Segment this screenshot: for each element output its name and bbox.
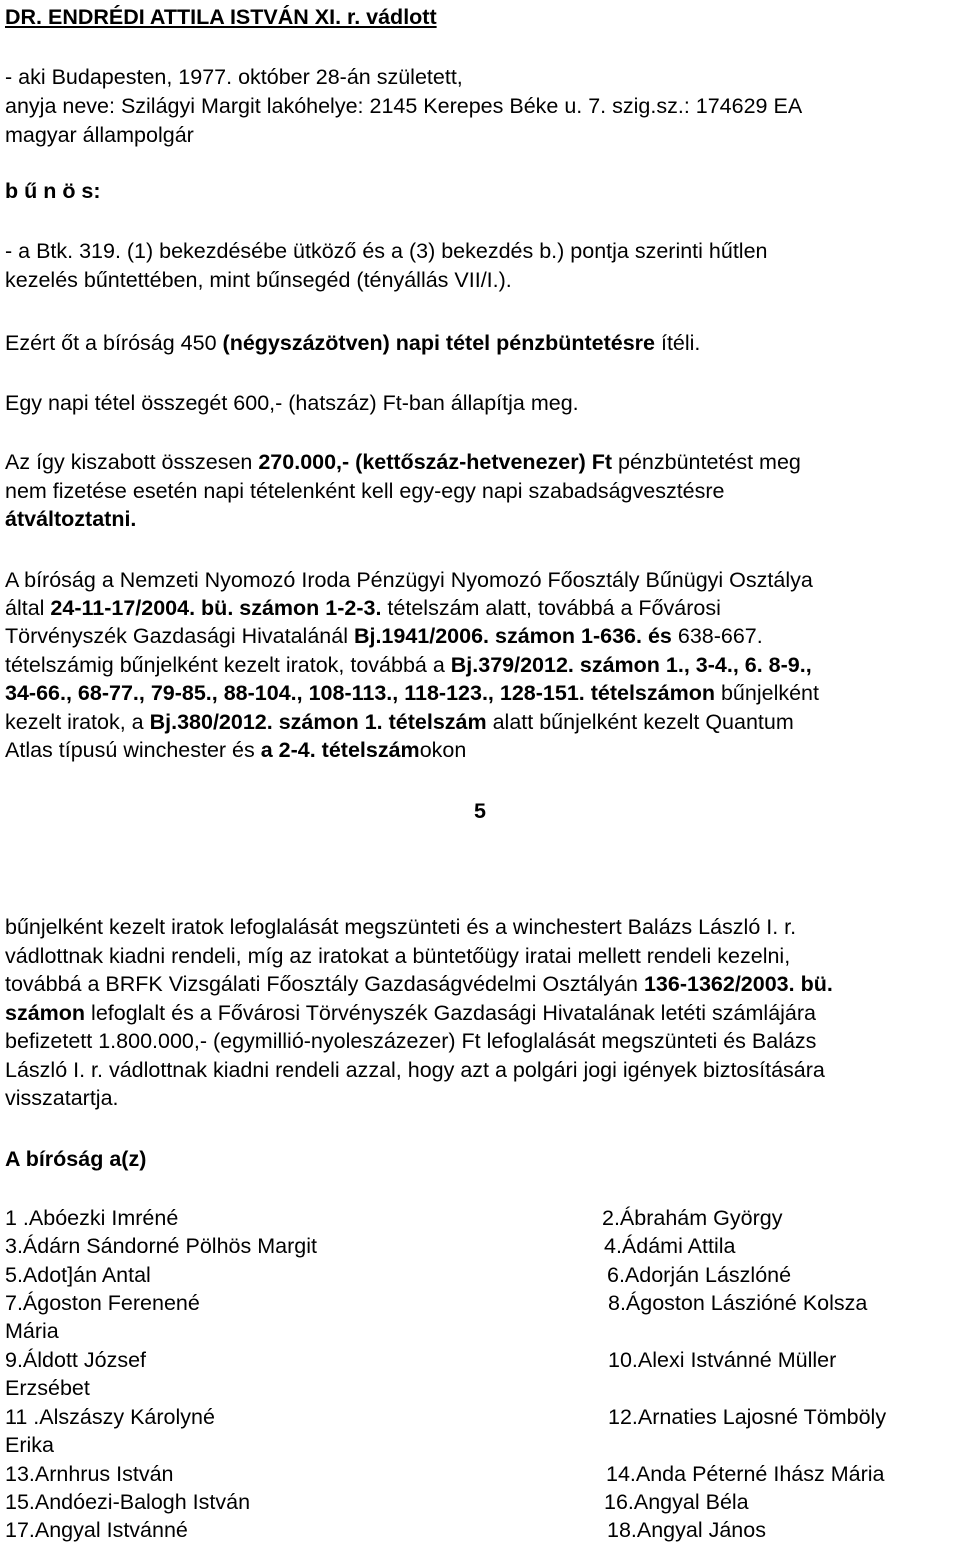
- continuation-line-1: bűnjelként kezelt iratok lefoglalását megszünteti és a winchestert Balázs László I. r.: [5, 915, 797, 939]
- name-left: 15.Andóezi-Balogh István: [5, 1490, 251, 1514]
- name-left: 7.Ágoston Ferenené: [5, 1291, 200, 1315]
- total-line-1: Az így kiszabott összesen 270.000,- (kettőszáz-hetvenezer) Ft pénzbüntetést meg: [5, 450, 801, 474]
- name-right: 10.Alexi Istvánné Müller: [608, 1348, 837, 1372]
- name-left: Mária: [5, 1319, 59, 1343]
- name-right: 18.Angyal János: [607, 1518, 766, 1542]
- evidence-line-4: tételszámig bűnjelként kezelt iratok, továbbá a Bj.379/2012. számon 1., 3-4., 6. 8-9.,: [5, 653, 812, 677]
- name-left: 1 .Abóezki Imréné: [5, 1206, 179, 1230]
- court-heading: A bíróság a(z): [5, 1147, 147, 1171]
- name-left: Erika: [5, 1433, 54, 1457]
- total-line-2: nem fizetése esetén napi tételenként kell egy-egy napi szabadságvesztésre: [5, 479, 725, 503]
- evidence-line-7: Atlas típusú winchester és a 2-4. tételszámokon: [5, 738, 467, 762]
- name-right: 4.Ádámi Attila: [604, 1234, 736, 1258]
- personal-line-2: anyja neve: Szilágyi Margit lakóhelye: 2145 Kerepes Béke u. 7. szig.sz.: 174629 EA: [5, 94, 803, 118]
- name-left: 17.Angyal Istvánné: [5, 1518, 188, 1542]
- continuation-line-4: számon lefoglalt és a Fővárosi Törvényszék Gazdasági Hivatalának letéti számlájára: [5, 1001, 817, 1025]
- guilty-heading: b ű n ö s:: [5, 179, 101, 203]
- continuation-line-6: László I. r. vádlottnak kiadni rendeli azzal, hogy azt a polgári jogi igények biztosítására: [5, 1058, 825, 1082]
- name-right: 2.Ábrahám György: [602, 1206, 783, 1230]
- evidence-line-1: A bíróság a Nemzeti Nyomozó Iroda Pénzügyi Nyomozó Főosztály Bűnügyi Osztálya: [5, 568, 813, 592]
- name-left: 11 .Alszászy Károlyné: [5, 1405, 215, 1429]
- total-line-3: átváltoztatni.: [5, 507, 137, 531]
- name-left: 13.Arnhrus István: [5, 1462, 174, 1486]
- evidence-line-5: 34-66., 68-77., 79-85., 88-104., 108-113., 118-123., 128-151. tételszámon bűnjelként: [5, 681, 819, 705]
- defendant-title: DR. ENDRÉDI ATTILA ISTVÁN XI. r. vádlott: [5, 5, 437, 29]
- personal-line-1: - aki Budapesten, 1977. október 28-án született,: [5, 65, 463, 89]
- evidence-line-6: kezelt iratok, a Bj.380/2012. számon 1. tételszám alatt bűnjelként kezelt Quantum: [5, 710, 794, 734]
- name-right: 14.Anda Péterné Ihász Mária: [606, 1462, 885, 1486]
- evidence-line-3: Törvényszék Gazdasági Hivatalánál Bj.1941/2006. számon 1-636. és 638-667.: [5, 624, 763, 648]
- name-right: 8.Ágoston Lászióné Kolsza: [608, 1291, 868, 1315]
- evidence-line-2: által 24-11-17/2004. bü. számon 1-2-3. tételszám alatt, továbbá a Fővárosi: [5, 596, 721, 620]
- personal-line-3: magyar állampolgár: [5, 123, 194, 147]
- name-right: 12.Arnaties Lajosné Tömböly: [608, 1405, 887, 1429]
- crime-line-1: - a Btk. 319. (1) bekezdésébe ütköző és a (3) bekezdés b.) pontja szerinti hűtlen: [5, 239, 768, 263]
- continuation-line-7: visszatartja.: [5, 1086, 119, 1110]
- name-left: 5.Adot]án Antal: [5, 1263, 151, 1287]
- name-right: 16.Angyal Béla: [604, 1490, 749, 1514]
- continuation-line-3: továbbá a BRFK Vizsgálati Főosztály Gazdaságvédelmi Osztályán 136-1362/2003. bü.: [5, 972, 833, 996]
- name-right: 6.Adorján Lászlóné: [607, 1263, 792, 1287]
- sentence-line: Ezért őt a bíróság 450 (négyszázötven) napi tétel pénzbüntetésre ítéli.: [5, 331, 701, 355]
- page-number: 5: [474, 799, 486, 823]
- continuation-line-5: befizetett 1.800.000,- (egymillió-nyoleszázezer) Ft lefoglalását megszünteti és Balázs: [5, 1029, 817, 1053]
- name-left: 9.Áldott József: [5, 1348, 147, 1372]
- crime-line-2: kezelés bűntettében, mint bűnsegéd (tényállás VII/I.).: [5, 268, 512, 292]
- name-left: Erzsébet: [5, 1376, 90, 1400]
- daily-amount-line: Egy napi tétel összegét 600,- (hatszáz) Ft-ban állapítja meg.: [5, 391, 579, 415]
- continuation-line-2: vádlottnak kiadni rendeli, míg az iratokat a büntetőügy iratai mellett rendeli kezelni,: [5, 944, 791, 968]
- name-left: 3.Ádárn Sándorné Pölhös Margit: [5, 1234, 317, 1258]
